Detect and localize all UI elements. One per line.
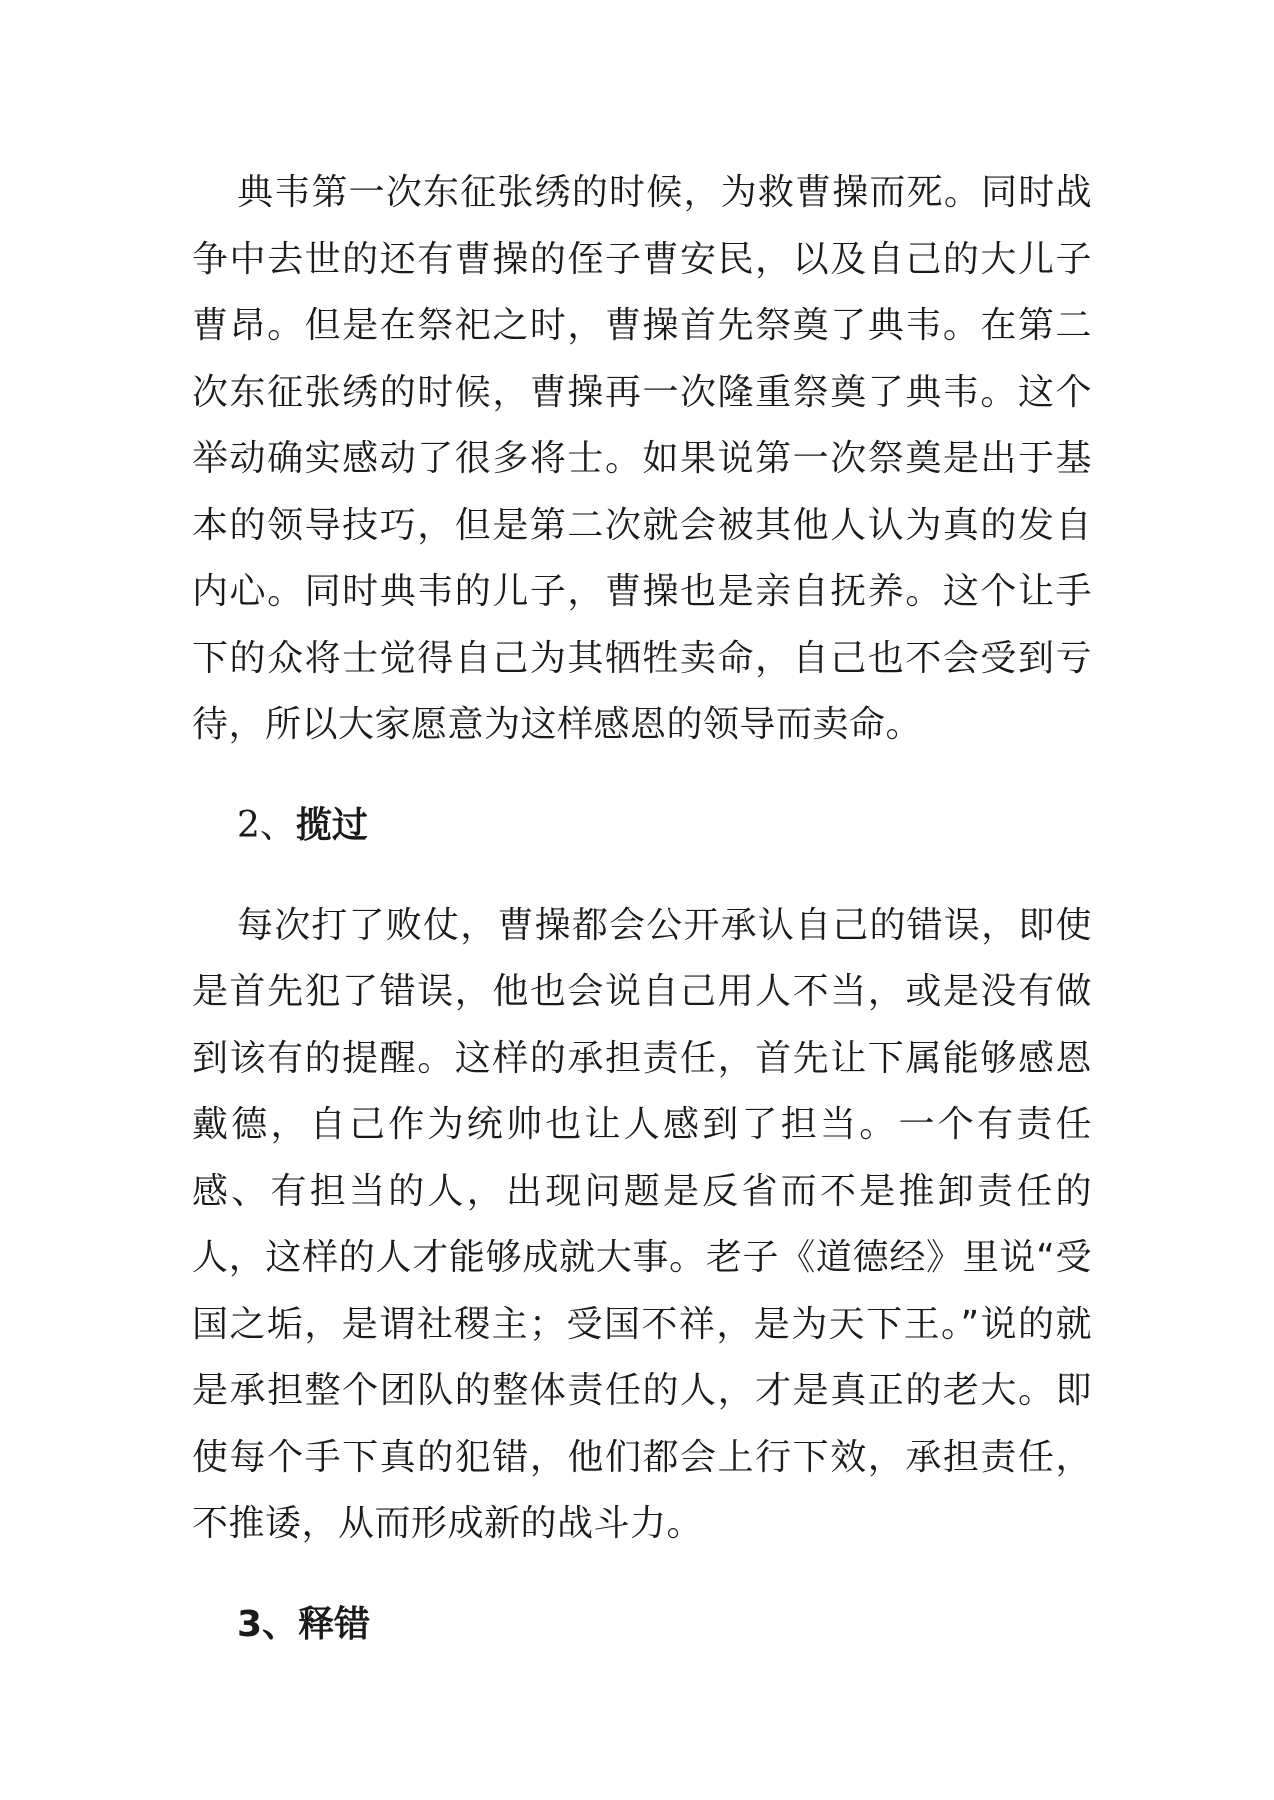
document-body bbox=[192, 160, 1092, 1658]
section-title: 释错 bbox=[298, 1603, 371, 1645]
section-number: 3、 bbox=[237, 1603, 299, 1645]
paragraph-lanquo: 每次打了败仗，曹操都会公开承认自己的错误，即使是首先犯了错误，他也会说自己用人不当，或是没有做到该有的提醒。这样的承担责任，首先让下属能够感恩戴德，自己作为统帅也让人感到了担当。一个有责任感、有担当的人，出现问题是反省而不是推卸责任的人，这样的人才能够成就大事。老子《道德经》里说“受国之垢，是谓社稷主；受国不祥，是为天下王。”说的就是承担整个团队的整体责任的人，才是真正的老大。即使每个手下真的犯错，他们都会上行下效，承担责任，不推诿，从而形成新的战斗力。 bbox=[192, 904, 1092, 1544]
paragraph-dianwei: 典韦第一次东征张绣的时候，为救曹操而死。同时战争中去世的还有曹操的侄子曹安民，以及自己的大儿子曹昂。但是在祭祀之时，曹操首先祭奠了典韦。在第二次东征张绣的时候，曹操再一次隆重祭奠了典韦。这个举动确实感动了很多将士。如果说第一次祭奠是出于基本的领导技巧，但是第二次就会被其他人认为真的发自内心。同时典韦的儿子，曹操也是亲自抚养。这个让手下的众将士觉得自己为其牺牲卖命，自己也不会受到亏待，所以大家愿意为这样感恩的领导而卖命。 bbox=[192, 172, 1092, 745]
section-number: 2、 bbox=[237, 804, 296, 846]
section-heading-2 bbox=[192, 793, 1092, 859]
section-title: 揽过 bbox=[295, 804, 368, 846]
section-heading-3 bbox=[192, 1592, 1092, 1658]
